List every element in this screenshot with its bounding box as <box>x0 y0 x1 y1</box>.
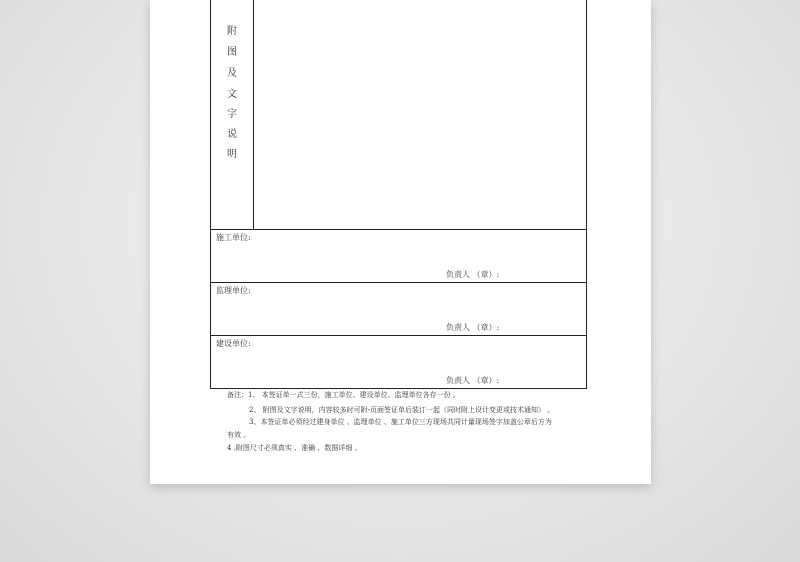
attachment-label-char: 字 <box>227 109 237 120</box>
visa-form-table <box>210 0 587 389</box>
supervision-unit-section[interactable] <box>211 283 586 336</box>
remark-line: 4 .附图尺寸必须真实 、准确 、数据详细 。 <box>227 444 362 452</box>
remark-line: 备注：1、 本签证单一式三份，施工单位、建设单位、监理单位各存一份 。 <box>227 391 460 399</box>
responsible-signature-label: 负责人 （章）: <box>446 376 500 385</box>
section-title: 监理单位: <box>216 286 251 295</box>
attachment-label-cell <box>211 0 254 229</box>
attachment-label-char: 明 <box>227 149 237 160</box>
responsible-signature-label: 负责人 （章）: <box>446 270 500 279</box>
attachment-label-char: 文 <box>227 89 237 100</box>
remark-line: 有效 。 <box>227 431 251 439</box>
section-title: 建设单位: <box>216 339 251 348</box>
construction-unit-section[interactable] <box>211 230 586 283</box>
attachment-label-char: 图 <box>227 47 237 58</box>
owner-unit-section[interactable] <box>211 336 586 388</box>
attachment-label-char: 说 <box>227 129 237 140</box>
responsible-signature-label: 负责人 （章）: <box>446 323 500 332</box>
attachment-content-area[interactable] <box>254 0 586 229</box>
attachment-section <box>211 0 586 230</box>
attachment-label-char: 及 <box>227 68 237 79</box>
attachment-label-char: 附 <box>227 26 237 37</box>
remark-line: 2、 附图及文字说明，内容较多时可附-页面签证单后装订一起（同时附上设计变更或技术通知） 。 <box>249 406 555 414</box>
document-page <box>150 0 651 484</box>
remark-line: 3、本签证单必须经过建身单位 、监理单位 、施工单位三方现场共同计量现场签字加盖公章后方为 <box>249 418 552 426</box>
section-title: 施工单位: <box>216 233 251 242</box>
